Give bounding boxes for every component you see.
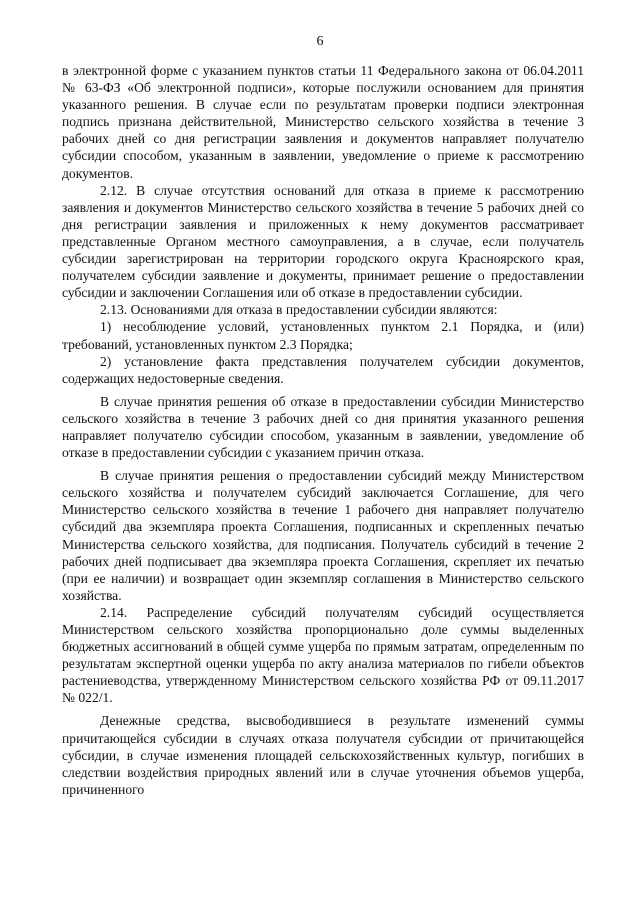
paragraph-2-13: 2.13. Основаниями для отказа в предоставлении субсидии являются: [100, 302, 498, 318]
paragraph-continuation: в электронной форме с указанием пунктов статьи 11 Федерального закона от 06.04.2011 № 63-ФЗ «Об электронной подписи», которые послужили основанием для принятия указанного решения. В случае если по результатам проверки подписи электронная подпись признана действительной, Министерство сельского хозяйства в течение 3 рабочих дней со дня регистрации заявления и документов направляет получателю субсидии способом, указанным в заявлении, уведомление о приеме к рассмотрению документов. [62, 63, 584, 181]
paragraph-2-12: 2.12. В случае отсутствия оснований для отказа в приеме к рассмотрению заявления и документов Министерство сельского хозяйства в течение 5 рабочих дней со дня регистрации заявления и приложенных к нему документов рассматривает представленные Органом местного самоуправления, а в случае, если получатель субсидии зарегистрирован на территории городского округа Красноярского края, получателем субсидии заявление и документы, принимает решение о предоставлении субсидии и заключении Соглашения или об отказе в предоставлении субсидии. [62, 182, 584, 301]
paragraph-refusal: В случае принятия решения об отказе в предоставлении субсидии Министерство сельского хозяйства в течение 3 рабочих дней со дня принятия указанного решения направляет получателю субсидии способом, указанным в заявлении, уведомление об отказе в предоставлении субсидии с указанием причин отказа. [62, 393, 584, 461]
document-body [62, 62, 584, 798]
paragraph-agreement: В случае принятия решения о предоставлении субсидий между Министерством сельского хозяйства и получателем субсидий заключается Соглашение, для чего Министерство сельского хозяйства в течение 1 рабочего дня направляет получателю субсидий два экземпляра проекта Соглашения, подписанных и скрепленных печатью Министерства сельского хозяйства, для подписания. Получатель субсидий в течение 2 рабочих дней подписывает два экземпляра проекта Соглашения, скрепляет их печатью (при ее наличии) и возвращает один экземпляр соглашения в Министерство сельского хозяйства. [62, 468, 584, 603]
page-number: 6 [316, 34, 324, 49]
paragraph-funds: Денежные средства, высвободившиеся в результате изменений суммы причитающейся субсидии в случаях отказа получателя субсидии от причитающейся субсидии, в случае изменения площадей сельскохозяйственных культур, погибших в следствии воздействия природных явлений или в случае уточнения объемов ущерба, причиненного [62, 713, 584, 797]
list-item-1: 1) несоблюдение условий, установленных пунктом 2.1 Порядка, и (или) требований, установленных пунктом 2.3 Порядка; [62, 319, 584, 352]
list-item-2: 2) установление факта представления получателем субсидии документов, содержащих недостоверные сведения. [62, 353, 584, 386]
paragraph-2-14: 2.14. Распределение субсидий получателям субсидий осуществляется Министерством сельского хозяйства пропорционально доле суммы выделенных бюджетных ассигнований в общей сумме ущерба по прямым затратам, определенным по результатам экспертной оценки ущерба по акту анализа материалов по гибели объектов растениеводства, утвержденному Министерством сельского хозяйства РФ от 09.11.2017 № 022/1. [62, 604, 584, 706]
